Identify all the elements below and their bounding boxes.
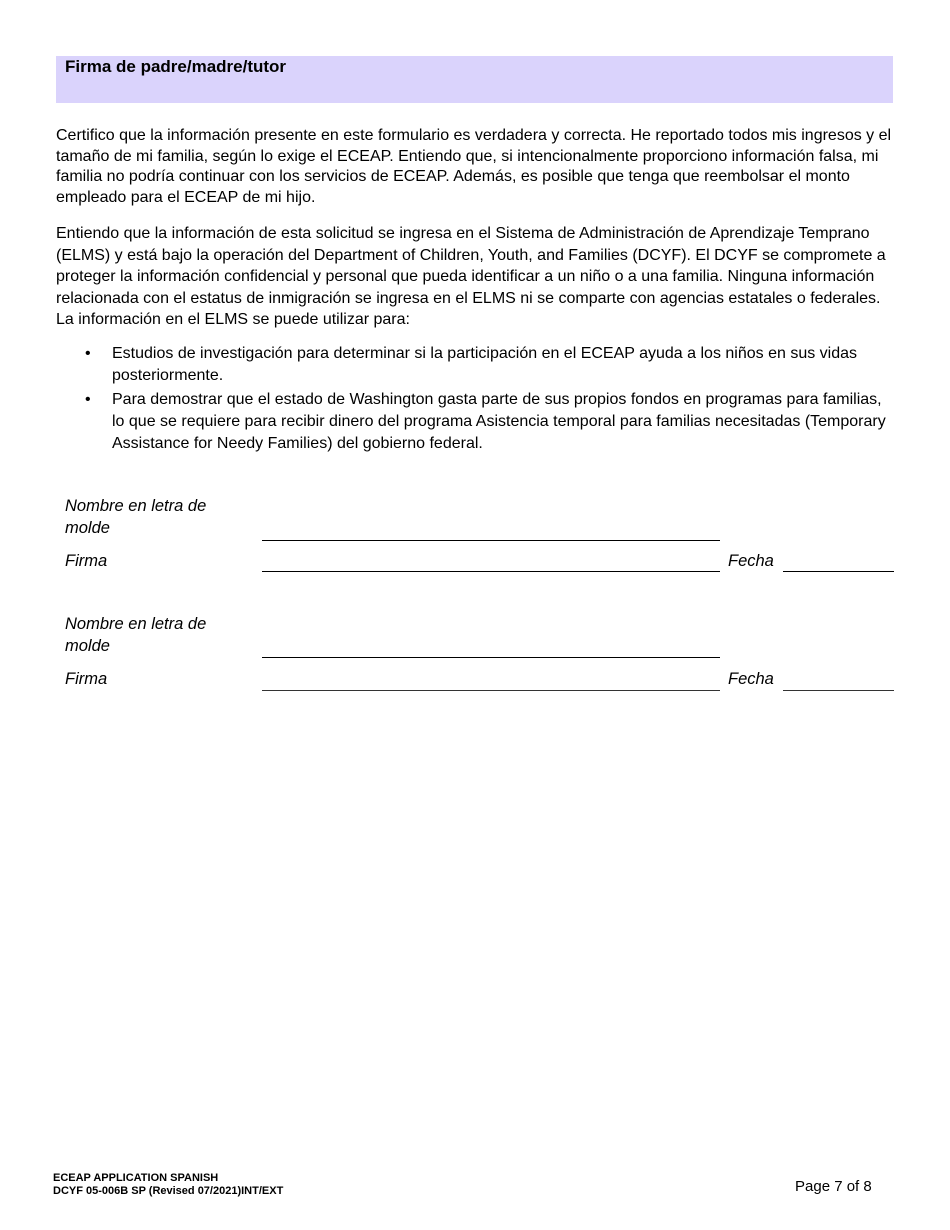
list-item-text: Para demostrar que el estado de Washington gasta parte de sus propios fondos en programas para familias, lo que se requiere para recibir dinero del programa Asistencia temporal para familias necesitadas (Temporary Assistance for Needy Families) del gobierno federal. (112, 391, 886, 452)
printed-name-field-1[interactable] (262, 540, 720, 541)
list-item-text: Estudios de investigación para determinar si la participación en el ECEAP ayuda a los niños en sus vidas posteriormente. (112, 345, 858, 384)
list-item (56, 389, 886, 455)
page-number: Page 7 of 8 (795, 1178, 872, 1195)
section-header (56, 56, 893, 103)
printed-name-label-1: Nombre en letra de molde (65, 497, 207, 537)
signature-field-2[interactable] (262, 690, 720, 691)
certification-paragraph: Certifico que la información presente en este formulario es verdadera y correcta. He reportado todos mis ingresos y el tamaño de mi familia, según lo exige el ECEAP. Entiendo que, si intencionalmente proporciono información falsa, mi familia no podría continuar con los servicios de ECEAP. Además, es posible que tenga que reembolsar el monto empleado para el ECEAP de mi hijo. (56, 127, 892, 207)
bullet-icon: • (85, 391, 91, 408)
printed-name-field-2[interactable] (262, 657, 720, 658)
printed-name-label-2: Nombre en letra de molde (65, 615, 207, 655)
date-field-2[interactable] (783, 690, 894, 691)
footer-form-code: DCYF 05-006B SP (Revised 07/2021)INT/EXT (53, 1185, 284, 1197)
signature-field-1[interactable] (262, 571, 720, 572)
elms-paragraph: Entiendo que la información de esta solicitud se ingresa en el Sistema de Administración de Aprendizaje Temprano (ELMS) y está bajo la operación del Department of Children, Youth, and Families (DCYF). El DCYF se compromete a proteger la información confidencial y personal que pueda identificar a un niño o a una familia. Ninguna información relacionada con el estatus de inmigración se ingresa en el ELMS ni se comparte con agencias estatales o federales. La información en el ELMS se puede utilizar para: (56, 225, 886, 328)
section-title: Firma de padre/madre/tutor (65, 57, 287, 76)
date-label-1: Fecha (728, 552, 774, 570)
signature-label-2: Firma (65, 670, 108, 688)
date-field-1[interactable] (783, 571, 894, 572)
usage-list (56, 343, 886, 457)
footer-form-title: ECEAP APPLICATION SPANISH (53, 1172, 219, 1184)
bullet-icon: • (85, 345, 91, 362)
list-item (56, 343, 886, 387)
footer-form-info (53, 1172, 283, 1198)
signature-label-1: Firma (65, 552, 108, 570)
date-label-2: Fecha (728, 670, 774, 688)
